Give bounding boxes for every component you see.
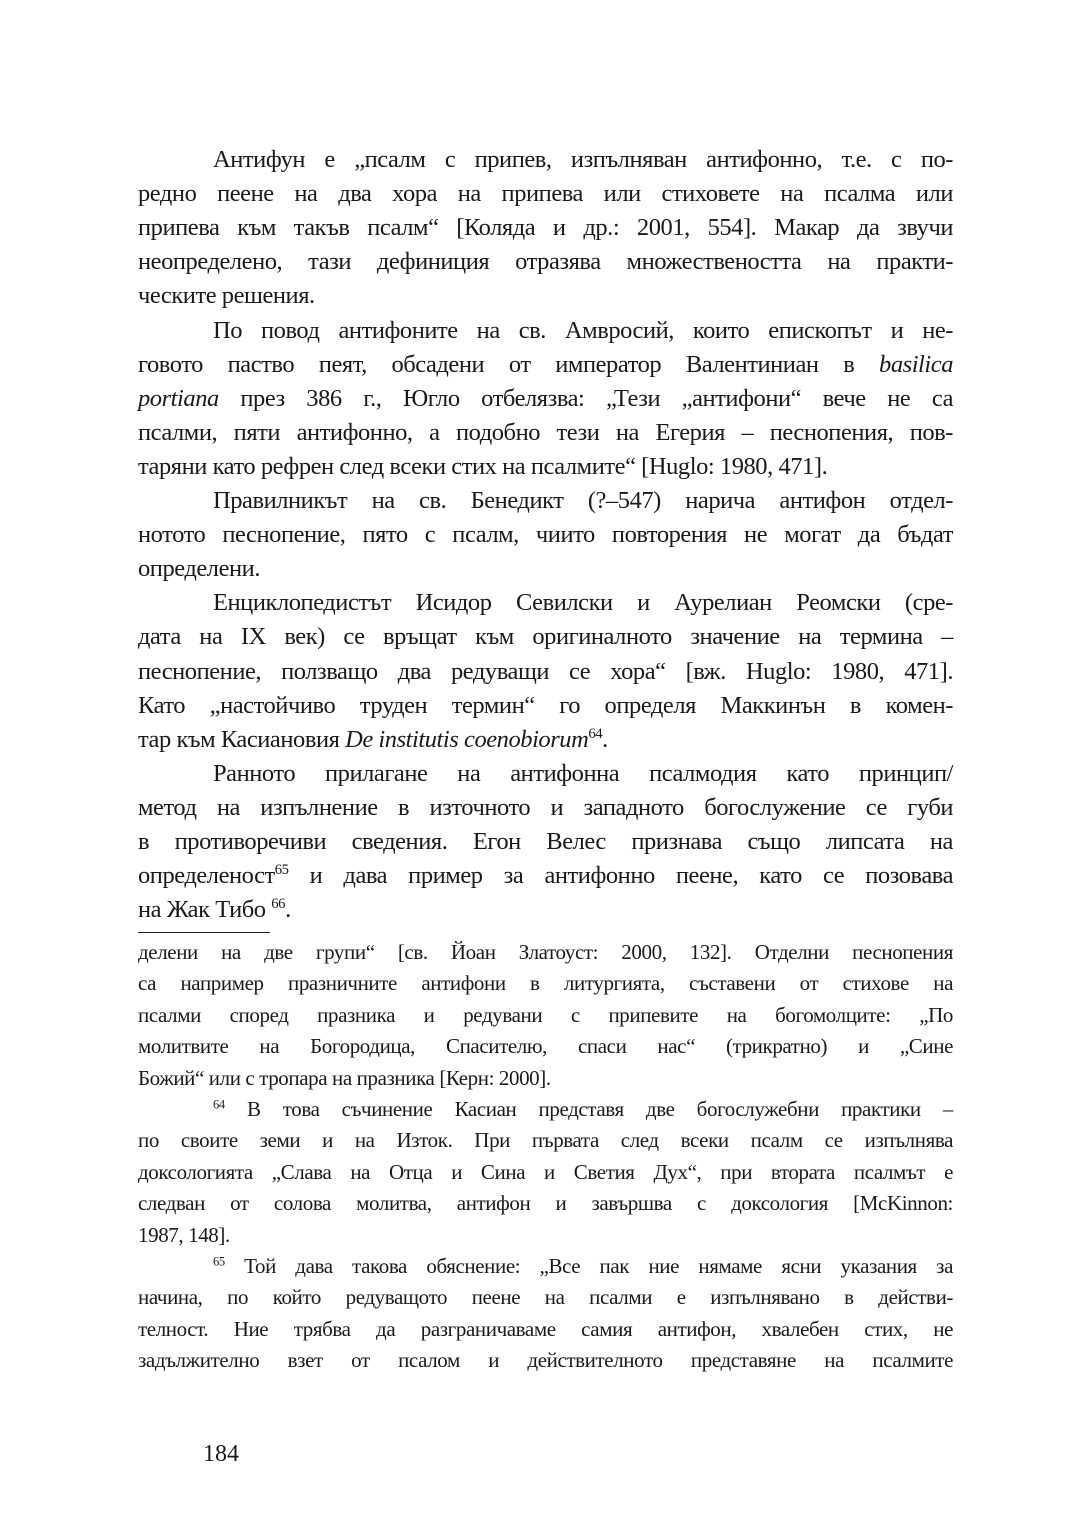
footnote-line — [138, 937, 953, 968]
text-run: Божий“ или с тропара на празника [Керн: 2000]. — [138, 1065, 551, 1090]
footnote-ref: 65 — [274, 862, 289, 879]
footnote-ref: 64 — [588, 725, 603, 742]
text-run: задължително взет от псалом и действителното представяне на псалмите — [138, 1348, 953, 1373]
text-run: По повод антифоните на св. Амвросий, които епископът и не- — [213, 316, 953, 344]
footnote-line — [138, 1282, 953, 1313]
text-line — [138, 893, 953, 927]
text-line — [138, 655, 953, 689]
text-run: делени на две групи“ [св. Йоан Златоуст: 2000, 132]. Отделни песнопения — [138, 940, 953, 964]
text-line — [213, 143, 953, 177]
text-run: Правилникът на св. Бенедикт (?–547) нарича антифон отдел- — [213, 487, 953, 514]
text-run: по своите земи и на Изток. При първата след всеки псалм се изпълнява — [138, 1128, 953, 1153]
text-line — [138, 450, 953, 484]
footnote-line — [138, 968, 953, 999]
text-line — [138, 518, 953, 552]
text-run: 1987, 148]. — [138, 1222, 230, 1247]
text-run: Той дава такова обяснение: „Все пак ние нямаме ясни указания за — [224, 1254, 953, 1278]
text-run: . — [285, 896, 291, 924]
footnote-line — [138, 1063, 953, 1094]
text-run: телност. Ние трябва да разграничаваме самия антифон, хвалебен стих, не — [138, 1316, 953, 1341]
text-run: Антифун е „псалм с припев, изпълняван антифонно, т.е. с по- — [213, 146, 953, 173]
italic-text: De institutis coenobiorum — [345, 725, 589, 753]
text-run: в противоречиви сведения. Егон Велес признава също липсата на — [138, 828, 953, 855]
text-run: молитвите на Богородица, Спасителю, спаси нас“ (трикратно) и „Сине — [138, 1034, 953, 1059]
text-line — [138, 211, 953, 245]
footnote-line — [138, 1188, 953, 1219]
text-run: начина, по който редуващото пеене на псалми е изпълнявано в действи- — [138, 1285, 953, 1310]
text-run: псалми, пяти антифонно, а подобно тези на Егерия – песнопения, пов- — [138, 418, 953, 446]
text-run: през 386 г., Югло отбелязва: „Тези „антифони“ вече не са — [218, 384, 953, 412]
text-line — [138, 382, 953, 416]
footnote-line — [138, 1125, 953, 1156]
text-run: говото паство пеят, обсадени от император Валентиниан в — [138, 350, 880, 378]
text-line — [138, 825, 953, 859]
footnote-line — [138, 1220, 953, 1251]
footnote-ref: 65 — [213, 1254, 225, 1269]
text-run: . — [602, 725, 608, 753]
text-line — [213, 757, 953, 791]
footnote-line — [138, 1345, 953, 1376]
page-number: 184 — [203, 1441, 239, 1467]
text-run: на Жак Тибо — [138, 896, 272, 924]
footnote-ref: 64 — [213, 1097, 225, 1112]
text-run: припева към такъв псалм“ [Коляда и др.: 2001, 554]. Макар да звучи — [138, 214, 953, 242]
italic-text: basilica — [879, 350, 953, 378]
text-line — [138, 859, 953, 893]
text-run: и дава пример за антифонно пеене, като се позовава — [288, 862, 953, 890]
footnote-ref: 66 — [271, 896, 286, 913]
text-line — [213, 484, 953, 518]
text-line — [138, 279, 953, 313]
text-run: определени. — [138, 555, 261, 583]
text-line — [138, 620, 953, 654]
text-run: Енциклопедистът Исидор Севилски и Аурелиан Реомски (сре- — [213, 589, 953, 617]
text-run: определеност — [138, 862, 275, 890]
footnote-separator — [138, 932, 270, 933]
text-run: дата на IX век) се връщат към оригиналното значение на термина – — [138, 623, 953, 651]
text-run: таряни като рефрен след всеки стих на псалмите“ [Huglo: 1980, 471]. — [138, 452, 828, 480]
text-line — [138, 177, 953, 211]
text-line — [138, 348, 953, 382]
text-run: песнопение, ползващо два редуващи се хора“ [вж. Huglo: 1980, 471]. — [138, 657, 953, 685]
text-run: Ранното прилагане на антифонна псалмодия като принцип/ — [213, 759, 953, 787]
footnote-line — [138, 1000, 953, 1031]
text-run: следван от солова молитва, антифон и завършва с доксология [McKinnon: — [138, 1191, 953, 1216]
text-run: ческите решения. — [138, 282, 315, 310]
text-run: нотото песнопение, пято с псалм, чиито повторения не могат да бъдат — [138, 521, 953, 549]
text-line — [138, 416, 953, 450]
footnote-line — [138, 1314, 953, 1345]
text-line — [138, 552, 953, 586]
text-run: са например празничните антифони в литургията, съставени от стихове на — [138, 971, 953, 996]
text-line — [138, 245, 953, 279]
text-run: редно пеене на два хора на припева или стиховете на псалма или — [138, 180, 953, 208]
text-run: Като „настойчиво труден термин“ го определя Маккинън в комен- — [138, 691, 953, 719]
text-run: доксологията „Слава на Отца и Сина и Светия Дух“, при втората псалмът е — [138, 1159, 953, 1184]
footnote-line — [213, 1251, 953, 1282]
text-run: В това съчинение Касиан представя две богослужебни практики – — [224, 1097, 953, 1121]
text-run: метод на изпълнение в източното и западното богослужение се губи — [138, 793, 953, 821]
footnote-line — [138, 1157, 953, 1188]
text-line — [213, 314, 953, 348]
text-line — [213, 586, 953, 620]
footnote-line — [138, 1031, 953, 1062]
text-line — [138, 689, 953, 723]
text-run: тар към Касиановия — [138, 725, 346, 753]
text-run: псалми според празника и редувани с припевите на богомолците: „По — [138, 1002, 953, 1027]
text-line — [138, 791, 953, 825]
text-line — [138, 723, 953, 757]
text-run: неопределено, тази дефиниция отразява множествеността на практи- — [138, 248, 953, 276]
footnote-line — [213, 1094, 953, 1125]
italic-text: portiana — [138, 384, 219, 412]
